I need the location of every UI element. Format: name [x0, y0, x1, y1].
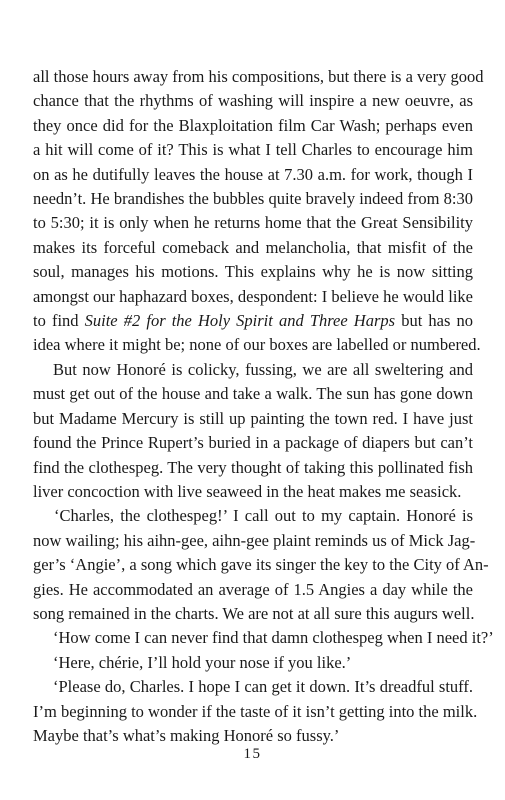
text-line: [33, 309, 473, 333]
text-line: to 5:30; it is only when he returns home that the Great Sensibility: [33, 213, 473, 233]
text-line: Maybe that’s what’s making Honoré so fussy.’: [33, 725, 340, 745]
paragraph: [33, 358, 473, 504]
text-line: ‘Please do, Charles. I hope I can get it down. It’s dreadful stuff.: [53, 677, 473, 697]
text-line: amongst our haphazard boxes, despondent: I believe he would like: [33, 286, 473, 306]
paragraph: [33, 65, 484, 358]
italic-title: Suite #2 for the Holy Spirit and Three Harps: [84, 311, 396, 331]
page-number: 15: [243, 746, 262, 762]
text-line: makes its forceful comeback and melancholia, that misfit of the: [33, 237, 473, 257]
paragraph: [33, 626, 494, 650]
text-line: ‘Charles, the clothespeg!’ I call out to my captain. Honoré is: [54, 506, 473, 526]
body-text: [33, 65, 494, 748]
text-line: all those hours away from his compositions, but there is a very good: [33, 67, 484, 86]
text-segment: to find: [33, 311, 85, 331]
text-line: needn’t. He brandishes the bubbles quite bravely indeed from 8:30: [33, 189, 473, 209]
text-line: chance that the rhythms of washing will inspire a new oeuvre, as: [33, 91, 473, 111]
text-line: now wailing; his aihn-gee, aihn-gee plaint reminds us of Mick Jag-: [33, 530, 476, 550]
text-line: I’m beginning to wonder if the taste of it isn’t getting into the milk.: [33, 701, 478, 721]
text-line: But now Honoré is colicky, fussing, we are all sweltering and: [53, 359, 473, 379]
text-line: song remained in the charts. We are not at all sure this augurs well.: [33, 603, 475, 623]
text-line: but Madame Mercury is still up painting the town red. I have just: [33, 408, 473, 428]
text-line: on as he dutifully leaves the house at 7.30 a.m. for work, though I: [33, 164, 473, 184]
text-line: idea where it might be; none of our boxes are labelled or numbered.: [33, 335, 481, 355]
text-line: ‘How come I can never find that damn clothespeg when I need it?’: [53, 628, 494, 648]
text-segment: but has no: [395, 311, 473, 331]
text-line: they once did for the Blaxploitation film Car Wash; perhaps even: [33, 115, 473, 135]
text-line: found the Prince Rupert’s buried in a package of diapers but can’t: [33, 433, 473, 453]
paragraph: [33, 504, 489, 626]
text-line: gies. He accommodated an average of 1.5 Angies a day while the: [33, 579, 473, 599]
text-line: a hit will come of it? This is what I tell Charles to encourage him: [33, 140, 473, 160]
paragraph: [33, 675, 478, 748]
text-line: must get out of the house and take a walk. The sun has gone down: [33, 384, 473, 404]
text-line: liver concoction with live seaweed in the heat makes me seasick.: [33, 481, 462, 501]
text-line: ‘Here, chérie, I’ll hold your nose if you like.’: [53, 652, 352, 672]
text-line: soul, manages his motions. This explains why he is now sitting: [33, 262, 473, 282]
paragraph: [33, 651, 473, 675]
text-line: find the clothespeg. The very thought of taking this pollinated fish: [33, 457, 473, 477]
text-line: ger’s ‘Angie’, a song which gave its singer the key to the City of An-: [33, 555, 489, 575]
